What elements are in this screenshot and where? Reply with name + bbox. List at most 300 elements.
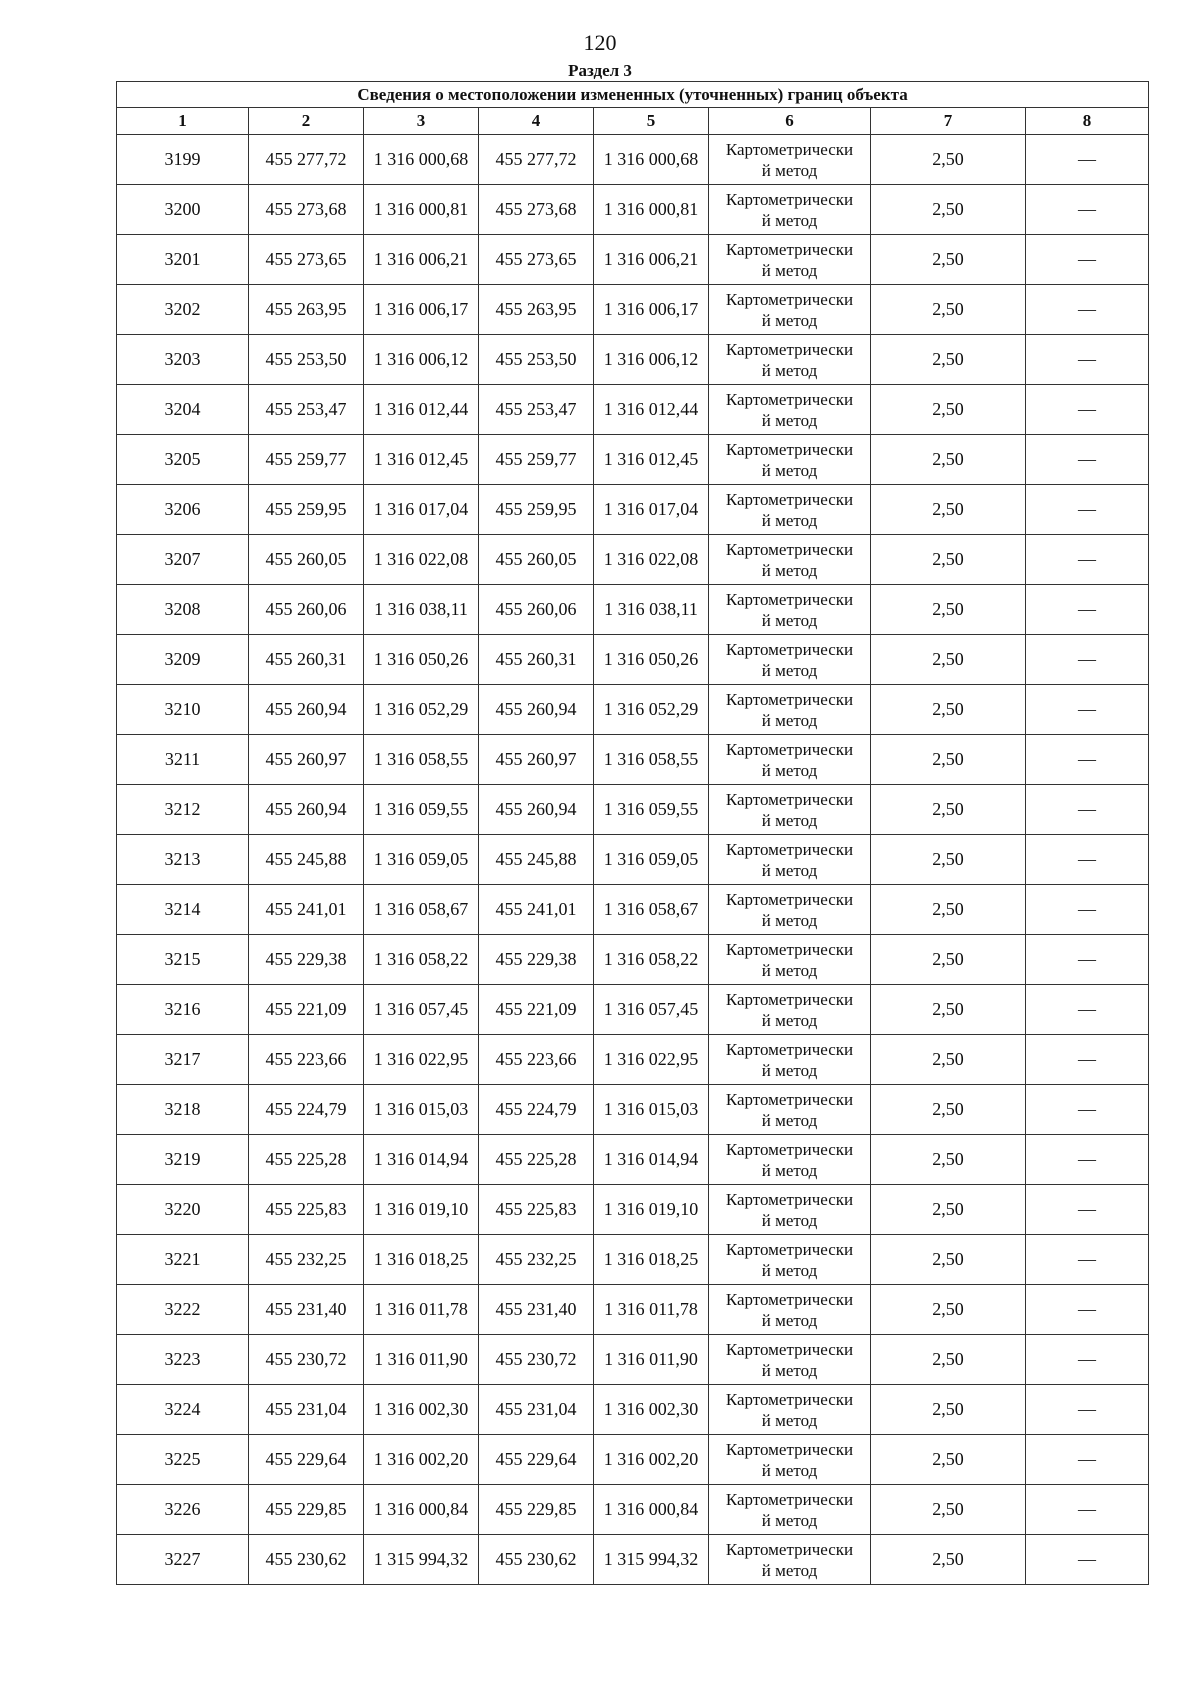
- method-cell: [709, 935, 871, 985]
- table-row: [117, 1135, 1149, 1185]
- y-existing-cell: 1 316 018,25: [364, 1235, 479, 1285]
- table-row: [117, 1385, 1149, 1435]
- method-text-line1: Картометрически: [725, 539, 854, 559]
- x-new-cell: 455 260,94: [479, 785, 594, 835]
- x-new-cell: 455 223,66: [479, 1035, 594, 1085]
- table-row: [117, 635, 1149, 685]
- point-number-cell: 3223: [117, 1335, 249, 1385]
- note-cell: —: [1026, 335, 1149, 385]
- y-new-cell: 1 316 012,45: [594, 435, 709, 485]
- note-cell: —: [1026, 1335, 1149, 1385]
- note-cell: —: [1026, 285, 1149, 335]
- note-cell: —: [1026, 1085, 1149, 1135]
- accuracy-cell: 2,50: [871, 1385, 1026, 1435]
- x-new-cell: 455 259,95: [479, 485, 594, 535]
- method-text-line1: Картометрически: [725, 889, 854, 909]
- point-number-cell: 3218: [117, 1085, 249, 1135]
- method-text-line1: Картометрически: [725, 1339, 854, 1359]
- table-row: [117, 1335, 1149, 1385]
- point-number-cell: 3215: [117, 935, 249, 985]
- accuracy-cell: 2,50: [871, 485, 1026, 535]
- x-existing-cell: 455 229,85: [249, 1485, 364, 1535]
- x-new-cell: 455 230,72: [479, 1335, 594, 1385]
- point-number-cell: 3206: [117, 485, 249, 535]
- method-cell: [709, 1085, 871, 1135]
- y-new-cell: 1 316 006,12: [594, 335, 709, 385]
- y-existing-cell: 1 316 006,12: [364, 335, 479, 385]
- y-existing-cell: 1 316 002,30: [364, 1385, 479, 1435]
- point-number-cell: 3222: [117, 1285, 249, 1335]
- y-new-cell: 1 316 052,29: [594, 685, 709, 735]
- y-new-cell: 1 316 059,55: [594, 785, 709, 835]
- x-existing-cell: 455 259,77: [249, 435, 364, 485]
- method-text-line1: Картометрически: [725, 289, 854, 309]
- y-new-cell: 1 316 058,22: [594, 935, 709, 985]
- note-cell: —: [1026, 735, 1149, 785]
- method-text-line1: Картометрически: [725, 1239, 854, 1259]
- table-row: [117, 1285, 1149, 1335]
- x-new-cell: 455 231,04: [479, 1385, 594, 1435]
- note-cell: —: [1026, 885, 1149, 935]
- table-row: [117, 535, 1149, 585]
- table-body: [117, 135, 1149, 1585]
- x-new-cell: 455 253,47: [479, 385, 594, 435]
- x-existing-cell: 455 260,94: [249, 685, 364, 735]
- accuracy-cell: 2,50: [871, 1135, 1026, 1185]
- point-number-cell: 3220: [117, 1185, 249, 1235]
- note-cell: —: [1026, 835, 1149, 885]
- y-existing-cell: 1 316 022,08: [364, 535, 479, 585]
- note-cell: —: [1026, 235, 1149, 285]
- point-number-cell: 3208: [117, 585, 249, 635]
- table-row: [117, 285, 1149, 335]
- method-cell: [709, 1435, 871, 1485]
- y-new-cell: 1 316 050,26: [594, 635, 709, 685]
- x-existing-cell: 455 277,72: [249, 135, 364, 185]
- table-row: [117, 1535, 1149, 1585]
- method-text-line2: й метод: [761, 210, 818, 230]
- method-cell: [709, 685, 871, 735]
- accuracy-cell: 2,50: [871, 685, 1026, 735]
- method-text-line2: й метод: [761, 1310, 818, 1330]
- x-existing-cell: 455 260,94: [249, 785, 364, 835]
- y-existing-cell: 1 316 006,17: [364, 285, 479, 335]
- x-existing-cell: 455 245,88: [249, 835, 364, 885]
- table-row: [117, 785, 1149, 835]
- y-existing-cell: 1 316 058,22: [364, 935, 479, 985]
- method-text-line1: Картометрически: [725, 1389, 854, 1409]
- x-existing-cell: 455 232,25: [249, 1235, 364, 1285]
- method-text-line2: й метод: [761, 1360, 818, 1380]
- method-text-line2: й метод: [761, 360, 818, 380]
- x-existing-cell: 455 260,06: [249, 585, 364, 635]
- note-cell: —: [1026, 985, 1149, 1035]
- table-row: [117, 585, 1149, 635]
- method-cell: [709, 385, 871, 435]
- note-cell: —: [1026, 1135, 1149, 1185]
- accuracy-cell: 2,50: [871, 1535, 1026, 1585]
- method-text-line1: Картометрически: [725, 789, 854, 809]
- table-row: [117, 335, 1149, 385]
- table-row: [117, 1035, 1149, 1085]
- y-new-cell: 1 316 000,68: [594, 135, 709, 185]
- column-number: 4: [479, 108, 594, 135]
- x-new-cell: 455 225,28: [479, 1135, 594, 1185]
- y-new-cell: 1 316 011,78: [594, 1285, 709, 1335]
- method-cell: [709, 435, 871, 485]
- accuracy-cell: 2,50: [871, 1485, 1026, 1535]
- table-row: [117, 985, 1149, 1035]
- column-number: 5: [594, 108, 709, 135]
- x-new-cell: 455 224,79: [479, 1085, 594, 1135]
- y-new-cell: 1 316 058,55: [594, 735, 709, 785]
- column-number: 3: [364, 108, 479, 135]
- y-existing-cell: 1 316 002,20: [364, 1435, 479, 1485]
- section-title: Раздел 3: [568, 61, 632, 80]
- x-existing-cell: 455 221,09: [249, 985, 364, 1035]
- method-text-line2: й метод: [761, 960, 818, 980]
- point-number-cell: 3204: [117, 385, 249, 435]
- accuracy-cell: 2,50: [871, 1235, 1026, 1285]
- point-number-cell: 3209: [117, 635, 249, 685]
- method-text-line2: й метод: [761, 1010, 818, 1030]
- x-existing-cell: 455 259,95: [249, 485, 364, 535]
- accuracy-cell: 2,50: [871, 835, 1026, 885]
- y-existing-cell: 1 316 014,94: [364, 1135, 479, 1185]
- x-existing-cell: 455 223,66: [249, 1035, 364, 1085]
- y-existing-cell: 1 316 022,95: [364, 1035, 479, 1085]
- note-cell: —: [1026, 635, 1149, 685]
- point-number-cell: 3200: [117, 185, 249, 235]
- y-new-cell: 1 316 000,84: [594, 1485, 709, 1535]
- point-number-cell: 3201: [117, 235, 249, 285]
- y-new-cell: 1 316 014,94: [594, 1135, 709, 1185]
- method-text-line2: й метод: [761, 1410, 818, 1430]
- method-text-line1: Картометрически: [725, 839, 854, 859]
- accuracy-cell: 2,50: [871, 435, 1026, 485]
- table-row: [117, 1435, 1149, 1485]
- point-number-cell: 3205: [117, 435, 249, 485]
- note-cell: —: [1026, 585, 1149, 635]
- y-existing-cell: 1 316 052,29: [364, 685, 479, 735]
- y-existing-cell: 1 316 017,04: [364, 485, 479, 535]
- y-new-cell: 1 316 059,05: [594, 835, 709, 885]
- x-new-cell: 455 221,09: [479, 985, 594, 1035]
- method-cell: [709, 285, 871, 335]
- y-new-cell: 1 316 002,30: [594, 1385, 709, 1435]
- y-existing-cell: 1 315 994,32: [364, 1535, 479, 1585]
- table-row: [117, 1235, 1149, 1285]
- accuracy-cell: 2,50: [871, 135, 1026, 185]
- x-existing-cell: 455 231,04: [249, 1385, 364, 1435]
- x-new-cell: 455 229,85: [479, 1485, 594, 1535]
- method-text-line2: й метод: [761, 1510, 818, 1530]
- method-text-line2: й метод: [761, 1160, 818, 1180]
- x-existing-cell: 455 241,01: [249, 885, 364, 935]
- x-existing-cell: 455 230,72: [249, 1335, 364, 1385]
- x-existing-cell: 455 260,97: [249, 735, 364, 785]
- table-row: [117, 385, 1149, 435]
- note-cell: —: [1026, 435, 1149, 485]
- y-new-cell: 1 316 006,21: [594, 235, 709, 285]
- note-cell: —: [1026, 1035, 1149, 1085]
- method-text-line2: й метод: [761, 760, 818, 780]
- y-existing-cell: 1 316 058,67: [364, 885, 479, 935]
- y-new-cell: 1 316 018,25: [594, 1235, 709, 1285]
- accuracy-cell: 2,50: [871, 1085, 1026, 1135]
- method-cell: [709, 1335, 871, 1385]
- y-new-cell: 1 316 057,45: [594, 985, 709, 1035]
- x-new-cell: 455 245,88: [479, 835, 594, 885]
- x-existing-cell: 455 225,83: [249, 1185, 364, 1235]
- x-new-cell: 455 231,40: [479, 1285, 594, 1335]
- y-existing-cell: 1 316 019,10: [364, 1185, 479, 1235]
- x-existing-cell: 455 229,64: [249, 1435, 364, 1485]
- x-existing-cell: 455 224,79: [249, 1085, 364, 1135]
- x-new-cell: 455 241,01: [479, 885, 594, 935]
- method-text-line1: Картометрически: [725, 1189, 854, 1209]
- method-text-line2: й метод: [761, 710, 818, 730]
- method-text-line1: Картометрически: [725, 239, 854, 259]
- y-new-cell: 1 315 994,32: [594, 1535, 709, 1585]
- method-text-line1: Картометрически: [725, 589, 854, 609]
- x-new-cell: 455 229,38: [479, 935, 594, 985]
- y-existing-cell: 1 316 058,55: [364, 735, 479, 785]
- table-row: [117, 185, 1149, 235]
- method-cell: [709, 1035, 871, 1085]
- x-new-cell: 455 260,06: [479, 585, 594, 635]
- method-cell: [709, 1385, 871, 1435]
- accuracy-cell: 2,50: [871, 785, 1026, 835]
- note-cell: —: [1026, 1285, 1149, 1335]
- point-number-cell: 3199: [117, 135, 249, 185]
- table-row: [117, 1485, 1149, 1535]
- method-text-line1: Картометрически: [725, 1489, 854, 1509]
- x-existing-cell: 455 229,38: [249, 935, 364, 985]
- method-cell: [709, 985, 871, 1035]
- method-text-line2: й метод: [761, 1560, 818, 1580]
- table-row: [117, 735, 1149, 785]
- method-text-line2: й метод: [761, 260, 818, 280]
- table-row: [117, 885, 1149, 935]
- x-new-cell: 455 260,97: [479, 735, 594, 785]
- method-text-line2: й метод: [761, 410, 818, 430]
- accuracy-cell: 2,50: [871, 985, 1026, 1035]
- accuracy-cell: 2,50: [871, 235, 1026, 285]
- note-cell: —: [1026, 1485, 1149, 1535]
- coordinates-table: [116, 81, 1149, 1585]
- method-text-line1: Картометрически: [725, 939, 854, 959]
- y-new-cell: 1 316 000,81: [594, 185, 709, 235]
- point-number-cell: 3224: [117, 1385, 249, 1435]
- method-text-line1: Картометрически: [725, 1539, 854, 1559]
- method-text-line1: Картометрически: [725, 189, 854, 209]
- y-existing-cell: 1 316 011,78: [364, 1285, 479, 1335]
- method-text-line2: й метод: [761, 1260, 818, 1280]
- note-cell: —: [1026, 135, 1149, 185]
- point-number-cell: 3216: [117, 985, 249, 1035]
- note-cell: —: [1026, 535, 1149, 585]
- y-new-cell: 1 316 019,10: [594, 1185, 709, 1235]
- method-cell: [709, 1285, 871, 1335]
- column-number: 6: [709, 108, 871, 135]
- method-cell: [709, 735, 871, 785]
- x-existing-cell: 455 260,31: [249, 635, 364, 685]
- method-text-line2: й метод: [761, 1060, 818, 1080]
- method-text-line2: й метод: [761, 160, 818, 180]
- y-new-cell: 1 316 058,67: [594, 885, 709, 935]
- point-number-cell: 3210: [117, 685, 249, 735]
- y-existing-cell: 1 316 012,45: [364, 435, 479, 485]
- x-new-cell: 455 230,62: [479, 1535, 594, 1585]
- table-row: [117, 435, 1149, 485]
- point-number-cell: 3214: [117, 885, 249, 935]
- method-cell: [709, 785, 871, 835]
- method-text-line1: Картометрически: [725, 489, 854, 509]
- method-cell: [709, 835, 871, 885]
- method-cell: [709, 1535, 871, 1585]
- method-text-line2: й метод: [761, 310, 818, 330]
- column-number: 1: [117, 108, 249, 135]
- y-existing-cell: 1 316 059,55: [364, 785, 479, 835]
- y-existing-cell: 1 316 038,11: [364, 585, 479, 635]
- method-text-line2: й метод: [761, 560, 818, 580]
- point-number-cell: 3225: [117, 1435, 249, 1485]
- page-number: 120: [583, 30, 617, 55]
- point-number-cell: 3227: [117, 1535, 249, 1585]
- method-text-line2: й метод: [761, 860, 818, 880]
- method-cell: [709, 185, 871, 235]
- method-text-line2: й метод: [761, 810, 818, 830]
- x-existing-cell: 455 260,05: [249, 535, 364, 585]
- method-text-line2: й метод: [761, 1110, 818, 1130]
- note-cell: —: [1026, 1435, 1149, 1485]
- x-new-cell: 455 225,83: [479, 1185, 594, 1235]
- note-cell: —: [1026, 1185, 1149, 1235]
- method-text-line1: Картометрически: [725, 689, 854, 709]
- x-new-cell: 455 259,77: [479, 435, 594, 485]
- column-number: 7: [871, 108, 1026, 135]
- table-row: [117, 685, 1149, 735]
- method-cell: [709, 635, 871, 685]
- table-caption: Сведения о местоположении измененных (уточненных) границ объекта: [117, 82, 1149, 108]
- method-text-line1: Картометрически: [725, 389, 854, 409]
- note-cell: —: [1026, 1235, 1149, 1285]
- method-cell: [709, 235, 871, 285]
- method-text-line1: Картометрически: [725, 339, 854, 359]
- accuracy-cell: 2,50: [871, 535, 1026, 585]
- accuracy-cell: 2,50: [871, 935, 1026, 985]
- table-row: [117, 1085, 1149, 1135]
- accuracy-cell: 2,50: [871, 585, 1026, 635]
- note-cell: —: [1026, 1535, 1149, 1585]
- y-new-cell: 1 316 017,04: [594, 485, 709, 535]
- accuracy-cell: 2,50: [871, 1185, 1026, 1235]
- table-row: [117, 485, 1149, 535]
- method-text-line1: Картометрически: [725, 1439, 854, 1459]
- accuracy-cell: 2,50: [871, 385, 1026, 435]
- y-existing-cell: 1 316 006,21: [364, 235, 479, 285]
- y-new-cell: 1 316 038,11: [594, 585, 709, 635]
- x-existing-cell: 455 230,62: [249, 1535, 364, 1585]
- point-number-cell: 3219: [117, 1135, 249, 1185]
- x-new-cell: 455 253,50: [479, 335, 594, 385]
- note-cell: —: [1026, 185, 1149, 235]
- point-number-cell: 3221: [117, 1235, 249, 1285]
- note-cell: —: [1026, 685, 1149, 735]
- method-text-line2: й метод: [761, 660, 818, 680]
- x-existing-cell: 455 263,95: [249, 285, 364, 335]
- method-text-line1: Картометрически: [725, 1139, 854, 1159]
- y-existing-cell: 1 316 050,26: [364, 635, 479, 685]
- x-new-cell: 455 260,05: [479, 535, 594, 585]
- y-new-cell: 1 316 002,20: [594, 1435, 709, 1485]
- x-new-cell: 455 263,95: [479, 285, 594, 335]
- y-new-cell: 1 316 015,03: [594, 1085, 709, 1135]
- method-cell: [709, 485, 871, 535]
- method-text-line2: й метод: [761, 460, 818, 480]
- point-number-cell: 3213: [117, 835, 249, 885]
- method-text-line1: Картометрически: [725, 1039, 854, 1059]
- y-new-cell: 1 316 006,17: [594, 285, 709, 335]
- y-existing-cell: 1 316 000,68: [364, 135, 479, 185]
- method-cell: [709, 335, 871, 385]
- method-cell: [709, 1135, 871, 1185]
- x-new-cell: 455 232,25: [479, 1235, 594, 1285]
- y-existing-cell: 1 316 057,45: [364, 985, 479, 1035]
- note-cell: —: [1026, 785, 1149, 835]
- point-number-cell: 3207: [117, 535, 249, 585]
- x-new-cell: 455 229,64: [479, 1435, 594, 1485]
- note-cell: —: [1026, 485, 1149, 535]
- point-number-cell: 3217: [117, 1035, 249, 1085]
- method-text-line1: Картометрически: [725, 639, 854, 659]
- y-new-cell: 1 316 011,90: [594, 1335, 709, 1385]
- point-number-cell: 3203: [117, 335, 249, 385]
- accuracy-cell: 2,50: [871, 1435, 1026, 1485]
- method-cell: [709, 135, 871, 185]
- x-existing-cell: 455 273,68: [249, 185, 364, 235]
- table-row: [117, 935, 1149, 985]
- x-existing-cell: 455 253,50: [249, 335, 364, 385]
- method-text-line1: Картометрически: [725, 1289, 854, 1309]
- accuracy-cell: 2,50: [871, 335, 1026, 385]
- accuracy-cell: 2,50: [871, 1335, 1026, 1385]
- method-cell: [709, 885, 871, 935]
- accuracy-cell: 2,50: [871, 635, 1026, 685]
- method-text-line2: й метод: [761, 910, 818, 930]
- method-cell: [709, 585, 871, 635]
- method-text-line2: й метод: [761, 1210, 818, 1230]
- x-new-cell: 455 260,31: [479, 635, 594, 685]
- table-row: [117, 1185, 1149, 1235]
- method-text-line1: Картометрически: [725, 989, 854, 1009]
- x-existing-cell: 455 273,65: [249, 235, 364, 285]
- point-number-cell: 3226: [117, 1485, 249, 1535]
- method-text-line2: й метод: [761, 610, 818, 630]
- accuracy-cell: 2,50: [871, 285, 1026, 335]
- point-number-cell: 3212: [117, 785, 249, 835]
- method-cell: [709, 1235, 871, 1285]
- table-row: [117, 235, 1149, 285]
- y-existing-cell: 1 316 059,05: [364, 835, 479, 885]
- column-number-row: [117, 108, 1149, 135]
- y-existing-cell: 1 316 000,84: [364, 1485, 479, 1535]
- method-text-line2: й метод: [761, 1460, 818, 1480]
- method-cell: [709, 1185, 871, 1235]
- x-new-cell: 455 273,68: [479, 185, 594, 235]
- y-new-cell: 1 316 012,44: [594, 385, 709, 435]
